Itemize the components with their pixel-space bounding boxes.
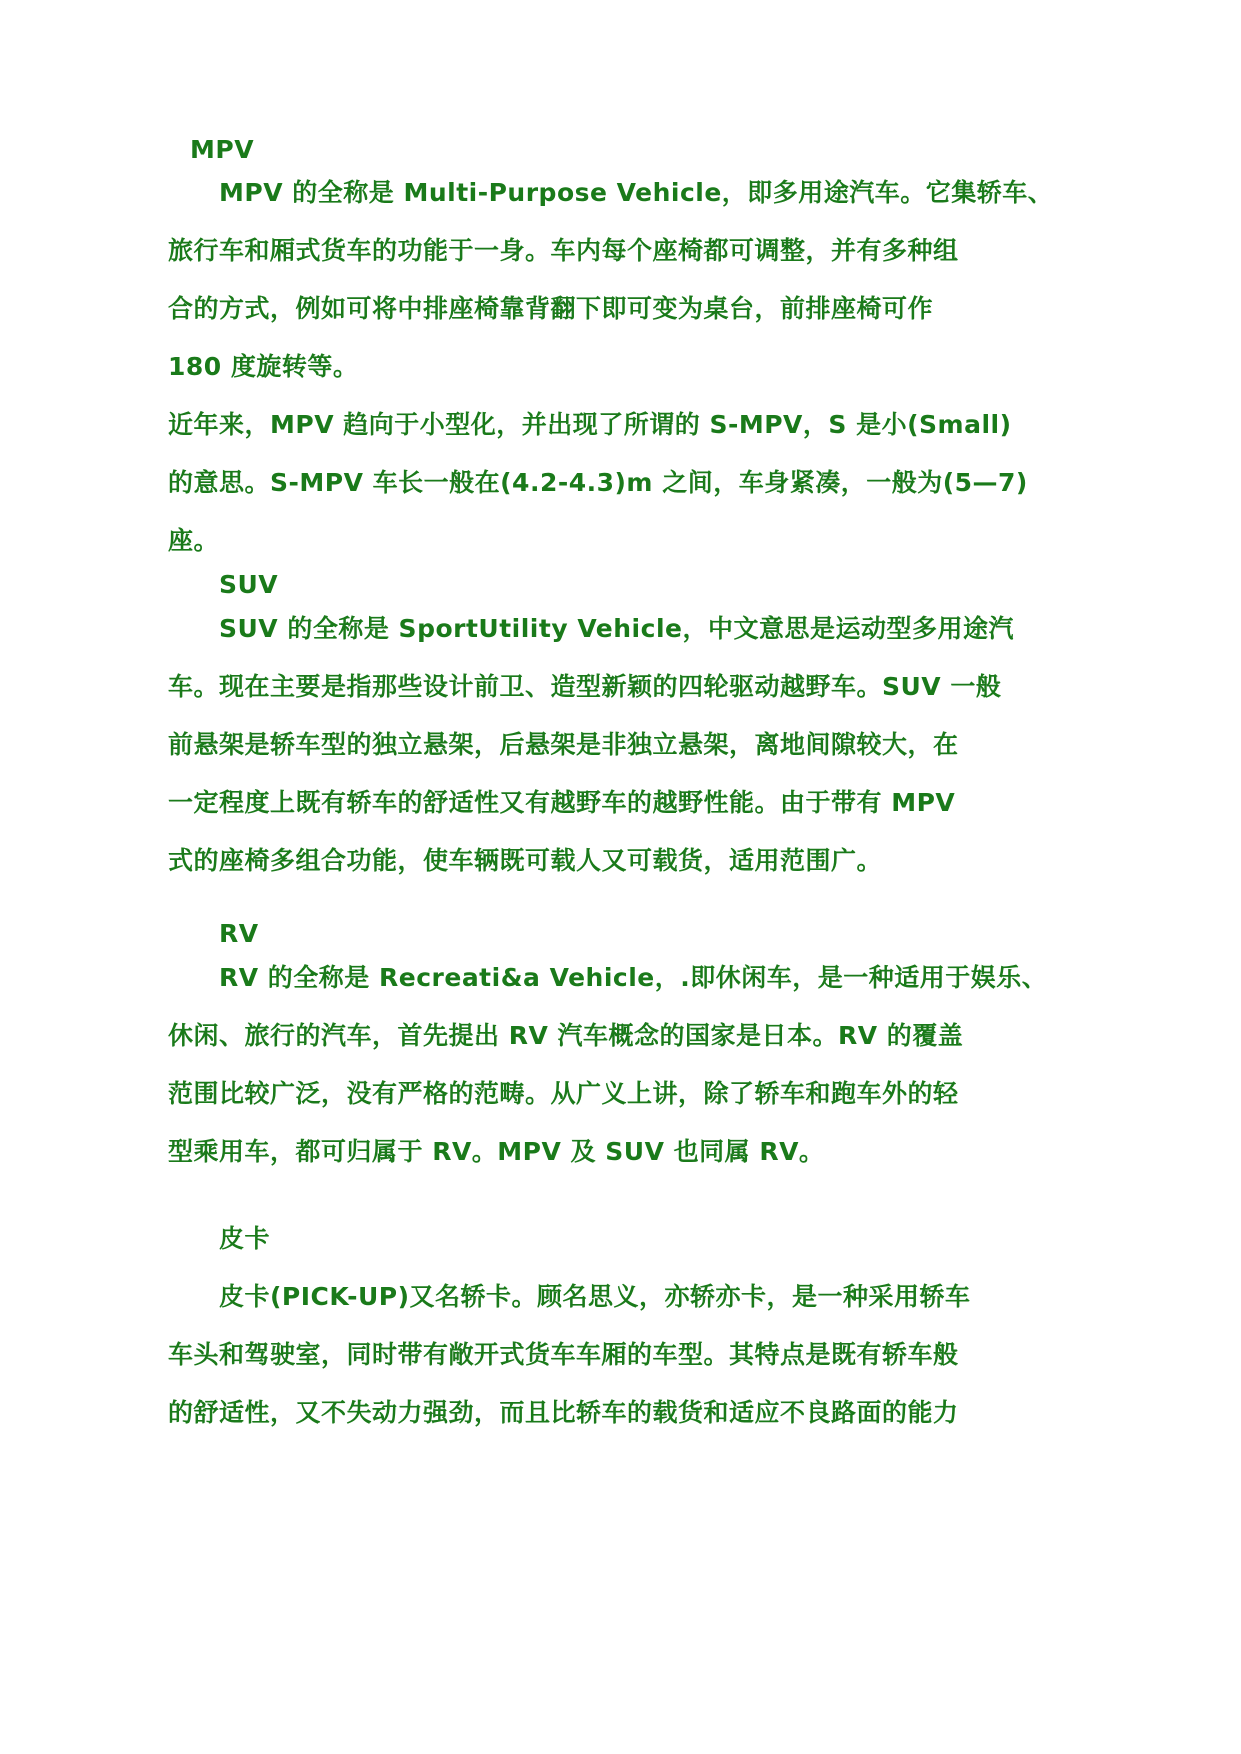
paragraph-line: 型乘用车，都可归属于 RV。MPV 及 SUV 也同属 RV。 [168, 1137, 825, 1166]
paragraph-line: 休闲、旅行的汽车，首先提出 RV 汽车概念的国家是日本。RV 的覆盖 [168, 1021, 964, 1050]
paragraph-line: 范围比较广泛，没有严格的范畴。从广义上讲，除了轿车和跑车外的轻 [168, 1079, 959, 1108]
paragraph-line: 皮卡(PICK-UP)又名轿卡。顾名思义，亦轿亦卡，是一种采用轿车 [219, 1282, 971, 1311]
paragraph-line: 旅行车和厢式货车的功能于一身。车内每个座椅都可调整，并有多种组 [168, 236, 959, 265]
paragraph-line: 180 度旋转等。 [168, 352, 359, 381]
paragraph-line: 车。现在主要是指那些设计前卫、造型新颖的四轮驱动越野车。SUV 一般 [168, 672, 1002, 701]
section-heading-pickup: 皮卡 [219, 1224, 271, 1253]
paragraph-line: 车头和驾驶室，同时带有敞开式货车车厢的车型。其特点是既有轿车般 [168, 1340, 959, 1369]
section-heading-suv: SUV [219, 570, 279, 599]
section-heading-rv: RV [219, 919, 259, 948]
paragraph-line: 近年来，MPV 趋向于小型化，并出现了所谓的 S-MPV，S 是小(Small) [168, 410, 1012, 439]
paragraph-line: 的舒适性，又不失动力强劲，而且比轿车的载货和适应不良路面的能力 [168, 1398, 959, 1427]
paragraph-line: 合的方式，例如可将中排座椅靠背翻下即可变为桌台，前排座椅可作 [168, 294, 934, 323]
paragraph-line: 的意思。S-MPV 车长一般在(4.2-4.3)m 之间，车身紧凑，一般为(5—7) [168, 468, 1028, 497]
paragraph-line: 式的座椅多组合功能，使车辆既可载人又可载货，适用范围广。 [168, 846, 883, 875]
section-heading-mpv: MPV [190, 135, 255, 164]
paragraph-line: 一定程度上既有轿车的舒适性又有越野车的越野性能。由于带有 MPV [168, 788, 956, 817]
paragraph-line: SUV 的全称是 SportUtility Vehicle，中文意思是运动型多用途汽 [219, 614, 1014, 643]
paragraph-line: MPV 的全称是 Multi-Purpose Vehicle，即多用途汽车。它集轿车、 [219, 178, 1054, 207]
paragraph-line: 座。 [168, 526, 220, 555]
paragraph-line: RV 的全称是 Recreati&a Vehicle，.即休闲车，是一种适用于娱乐、 [219, 963, 1048, 992]
paragraph-line: 前悬架是轿车型的独立悬架，后悬架是非独立悬架，离地间隙较大，在 [168, 730, 959, 759]
